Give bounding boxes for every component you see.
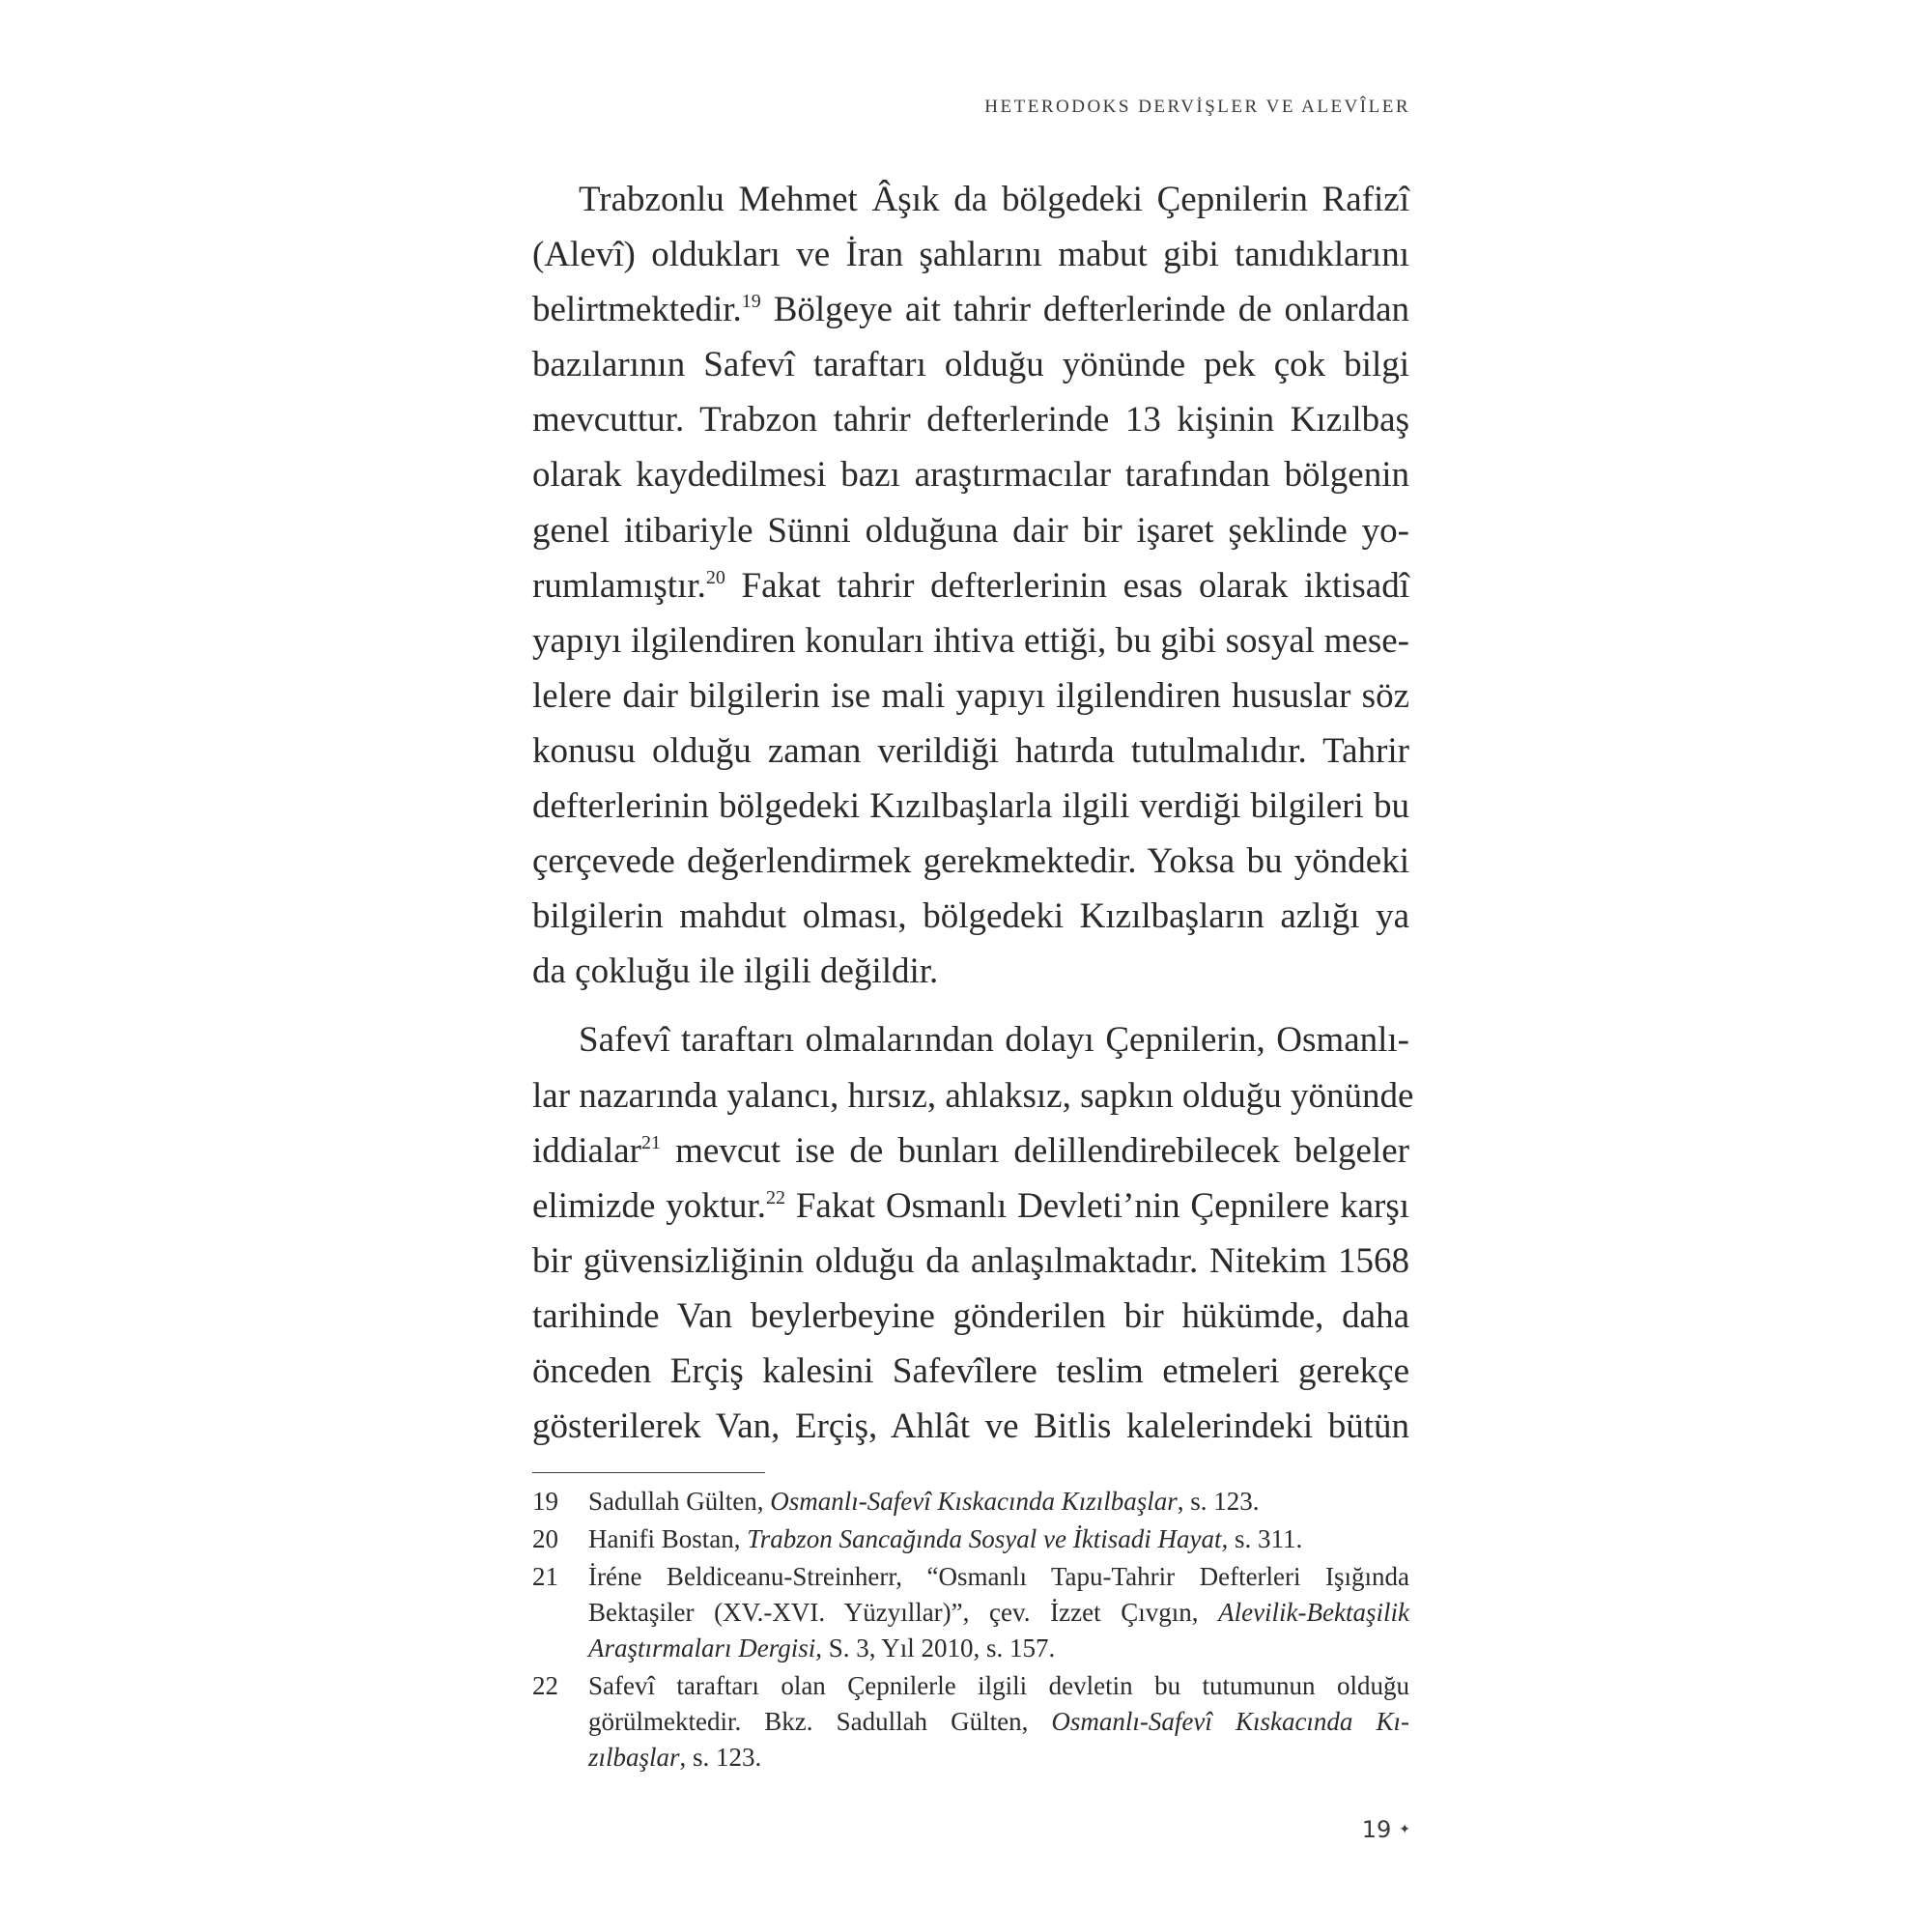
footnote-text: Safevî taraftarı olan Çepnilerle ilgili devletin bu tutumunun olduğu görülmektedir. Bkz. Sadullah Gülten, Osmanlı-Safevî Kıskacında Kı- zılbaşlar, s. 123.: [588, 1671, 1409, 1772]
text-line: olarak kaydedilmesi bazı araştırmacılar tarafından bölgenin: [532, 455, 1409, 496]
paragraph-2: [532, 1012, 1414, 1454]
page-number-block: [1362, 1816, 1410, 1843]
footnote-divider: [532, 1472, 765, 1473]
text-line: bilgilerin mahdut olması, bölgedeki Kızılbaşların azlığı ya: [532, 896, 1409, 937]
text-line: konusu olduğu zaman verildiği hatırda tutulmalıdır. Tahrir: [532, 730, 1409, 771]
text-line: Safevî taraftarı olmalarından dolayı Çepnilerin, Osmanlı-: [579, 1020, 1409, 1061]
footnote-ref-21: 21: [641, 1131, 662, 1153]
body-text: [532, 172, 1414, 1454]
footnote-number: 22: [532, 1671, 558, 1700]
footnote-text: İréne Beldiceanu-Streinherr, “Osmanlı Tapu-Tahrir Defterleri Işığında Bektaşiler (XV.-XVI. Yüzyıllar)”, çev. İzzet Çıvgın, Alevilik-Bektaşilik Araştırmaları Dergisi, S. 3, Yıl 2010, s. 157.: [588, 1562, 1409, 1662]
footnote-text: Sadullah Gülten, Osmanlı-Safevî Kıskacında Kızılbaşlar, s. 123.: [588, 1487, 1260, 1516]
text-line: genel itibariyle Sünni olduğuna dair bir işaret şeklinde yo-: [532, 510, 1409, 551]
footnote-number: 21: [532, 1562, 558, 1591]
footnote-19: [532, 1484, 1409, 1520]
footnote-number: 20: [532, 1524, 558, 1553]
text-line: (Alevî) oldukları ve İran şahlarını mabut gibi tanıdıklarını: [532, 235, 1409, 275]
text-line: mevcuttur. Trabzon tahrir defterlerinde 13 kişinin Kızılbaş: [532, 400, 1409, 440]
text-line: gösterilerek Van, Erçiş, Ahlât ve Bitlis kalelerindeki bütün: [532, 1406, 1409, 1447]
text-line: bazılarının Safevî taraftarı olduğu yönünde pek çok bilgi: [532, 345, 1409, 385]
text-line: iddialar$^{21}$ mevcut ise de bunları delillendirebilecek belgeler: [532, 1130, 1409, 1171]
text-line: elimizde yoktur.$^{22}$ Fakat Osmanlı Devleti’nin Çepnilere karşı: [532, 1185, 1409, 1226]
text-line: lar nazarında yalancı, hırsız, ahlaksız, sapkın olduğu yönünde: [532, 1075, 1414, 1116]
text-line: bir güvensizliğinin olduğu da anlaşılmaktadır. Nitekim 1568: [532, 1240, 1409, 1281]
footnote-21: [532, 1559, 1409, 1666]
diamond-icon: ✦: [1399, 1822, 1410, 1837]
footnote-ref-19: 19: [741, 291, 761, 313]
text-line: önceden Erçiş kalesini Safevîlere teslim etmeleri gerekçe: [532, 1350, 1409, 1391]
paragraph-1: [532, 172, 1409, 999]
text-line: Trabzonlu Mehmet Âşık da bölgedeki Çepnilerin Rafizî: [579, 180, 1409, 219]
text-line: tarihinde Van beylerbeyine gönderilen bir hükümde, daha: [532, 1295, 1409, 1336]
footnote-text: Hanifi Bostan, Trabzon Sancağında Sosyal ve İktisadi Hayat, s. 311.: [588, 1524, 1303, 1553]
footnote-22: [532, 1668, 1409, 1776]
text-line: yapıyı ilgilendiren konuları ihtiva ettiği, bu gibi sosyal mese-: [532, 620, 1409, 661]
footnote-ref-20: 20: [705, 566, 725, 588]
footnotes: [532, 1484, 1409, 1777]
page-number: 19: [1361, 1816, 1392, 1843]
footnote-ref-22: 22: [766, 1186, 786, 1208]
text-line: belirtmektedir.$^{19}$ Bölgeye ait tahrir defterlerinde de onlardan: [532, 290, 1409, 330]
text-line: lelere dair bilgilerin ise mali yapıyı ilgilendiren hususlar söz: [532, 675, 1409, 716]
footnote-number: 19: [532, 1487, 558, 1516]
text-line: defterlerinin bölgedeki Kızılbaşlarla ilgili verdiği bilgileri bu: [532, 786, 1409, 827]
running-head: HETERODOKS DERVİŞLER VE ALEVÎLER: [984, 97, 1410, 117]
text-line: çerçevede değerlendirmek gerekmektedir. Yoksa bu yöndeki: [532, 841, 1409, 882]
text-line: da çokluğu ile ilgili değildir.: [532, 952, 939, 992]
text-line: rumlamıştır.$^{20}$ Fakat tahrir defterlerinin esas olarak iktisadî: [532, 565, 1409, 606]
footnote-20: [532, 1521, 1409, 1557]
